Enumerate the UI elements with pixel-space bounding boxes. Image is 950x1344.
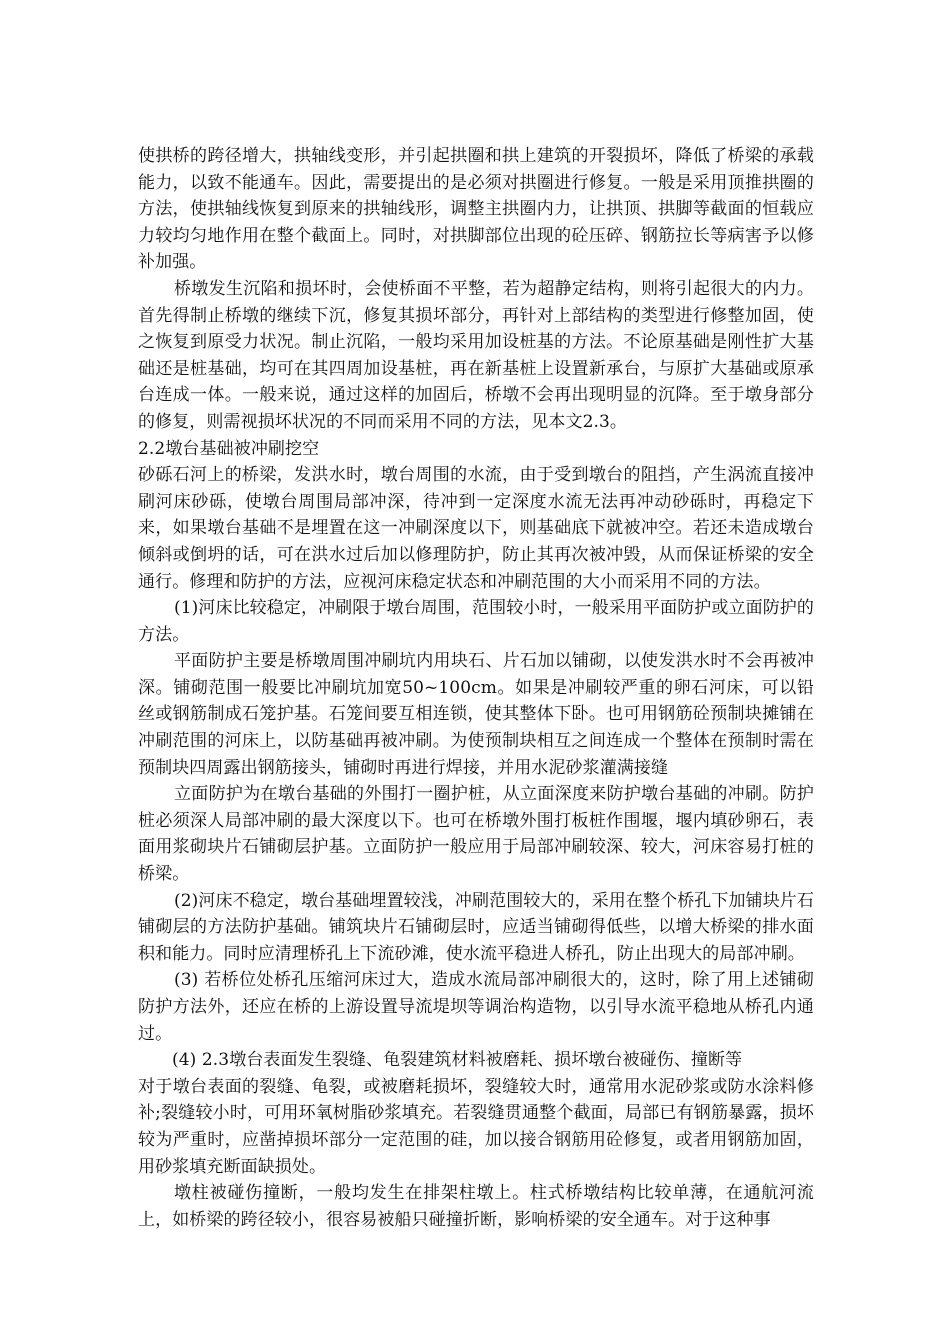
section-heading-item-4 [138,1047,814,1074]
item-4-heading-text: (4) 2.3墩台表面发生裂缝、龟裂建筑材料被磨耗、损坏墩台被碰伤、撞断等 [172,1050,743,1071]
paragraph-arch-repair: 使拱桥的跨径增大，拱轴线变形，并引起拱圈和拱上建筑的开裂损坏，降低了桥梁的承载能力，以致不能通车。因此，需要提出的是必须对拱圈进行修复。一般是采用顶推拱圈的方法，使拱轴线恢复到原来的拱轴线形，调整主拱圈内力，让拱顶、拱脚等截面的恒载应力较均匀地作用在整个截面上。同时，对拱脚部位出现的砼压碎、钢筋拉长等病害予以修补加强。 [138,146,814,273]
paragraph-item-1: (1)河床比较稳定，冲刷限于墩台周围，范围较小时，一般采用平面防护或立面防护的方法。 [138,598,814,645]
paragraph-item-3: (3) 若桥位处桥孔压缩河床过大，造成水流局部冲刷很大的，这时，除了用上述铺砌防护方法外，还应在桥的上游设置导流堤坝等调治构造物，以引导水流平稳地从桥孔内通过。 [138,970,814,1044]
document-body [138,143,814,1233]
paragraph-plane-protection: 平面防护主要是桥墩周围冲刷坑内用块石、片石加以铺砌，以使发洪水时不会再被冲深。铺砌范围一般要比冲刷坑加宽50~100cm。如果是冲刷较严重的卵石河床，可以铅丝或钢筋制成石笼护基。石笼间要互相连锁，使其整体下卧。也可用钢筋砼预制块摊铺在冲刷范围的河床上，以防基础再被冲刷。为使预制块相互之间连成一个整体在预制时需在预制块四周露出钢筋接头，铺砌时再进行焊接，并用水泥砂浆灌满接缝 [138,651,814,778]
paragraph-column-collision: 墩柱被碰伤撞断，一般均发生在排架柱墩上。柱式桥墩结构比较单薄，在通航河流上，如桥梁的跨径较小，很容易被船只碰撞折断，影响桥梁的安全通车。对于这种事 [138,1183,814,1230]
paragraph-vertical-protection: 立面防护为在墩台基础的外围打一圈护桩，从立面深度来防护墩台基础的冲刷。防护桩必须深人局部冲刷的最大深度以下。也可在桥墩外围打板桩作围堰，堰内填砂卵石，表面用浆砌块片石铺砌层护基。立面防护一般应用于局部冲刷较深、较大，河床容易打桩的桥梁。 [138,784,814,885]
section-heading-2-2: 2.2墩台基础被冲刷挖空 [138,438,320,459]
paragraph-item-2: (2)河床不稳定，墩台基础埋置较浅，冲刷范围较大的，采用在整个桥孔下加铺块片石铺砌层的方法防护基础。铺筑块片石铺砌层时，应适当铺砌得低些，以增大桥梁的排水面积和能力。同时应清理桥孔上下流砂滩，使水流平稳进人桥孔，防止出现大的局部冲刷。 [138,890,814,964]
paragraph-surface-cracks: 对于墩台表面的裂缝、龟裂，或被磨耗损坏，裂缝较大时，通常用水泥砂浆或防水涂料修补;裂缝较小时，可用环氧树脂砂浆填充。若裂缝贯通整个截面，局部已有钢筋暴露，损坏较为严重时，应凿掉损坏部分一定范围的硅，加以接合钢筋用砼修复，或者用钢筋加固，用砂浆填充断面缺损处。 [138,1076,814,1177]
paragraph-pier-settlement: 桥墩发生沉陷和损坏时，会使桥面不平整，若为超静定结构，则将引起很大的内力。首先得制止桥墩的继续下沉，修复其损坏部分，再针对上部结构的类型进行修整加固，使之恢复到原受力状况。制止沉陷，一般均采用加设桩基的方法。不论原基础是刚性扩大基础还是桩基础，均可在其四周加设基桩，再在新基桩上设置新承台，与原扩大基础或原承台连成一体。一般来说，通过这样的加固后，桥墩不会再出现明显的沉降。至于墩身部分的修复，则需视损坏状况的不同而采用不同的方法，见本文2.3。 [138,278,814,432]
paragraph-scour: 砂砾石河上的桥梁，发洪水时，墩台周围的水流，由于受到墩台的阻挡，产生涡流直接冲刷河床砂砾，使墩台周围局部冲深，待冲到一定深度水流无法再冲动砂砾时，再稳定下来，如果墩台基础不是埋置在这一冲刷深度以下，则基础底下就被冲空。若还未造成墩台倾斜或倒坍的话，可在洪水过后加以修理防护，防止其再次被冲毁，从而保证桥梁的安全通行。修理和防护的方法，应视河床稳定状态和冲刷范围的大小而采用不同的方法。 [138,465,814,592]
